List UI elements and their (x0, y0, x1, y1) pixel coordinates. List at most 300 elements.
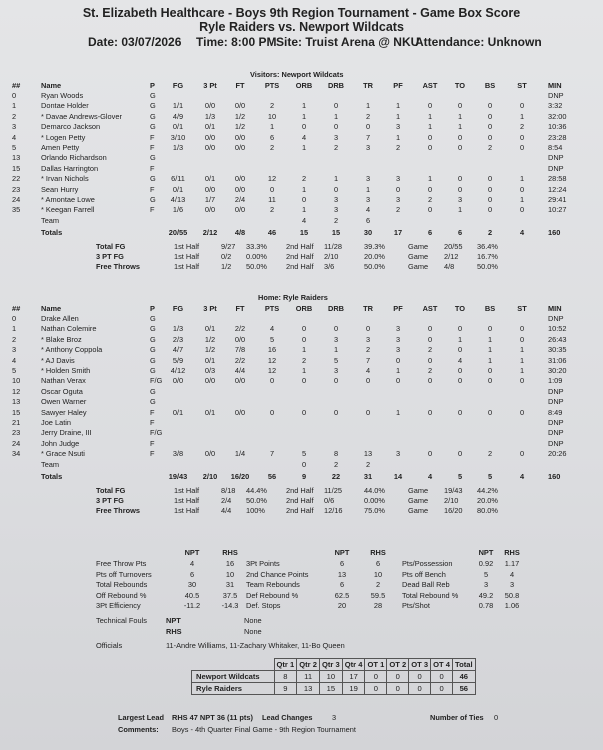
cell: 7 (269, 449, 275, 459)
player-row (0, 153, 603, 163)
quarter-score-cell: 13 (297, 683, 320, 695)
cell: 0 (487, 122, 493, 132)
team-stat-cell: 6 (375, 559, 381, 568)
team-stat-cell: Total Rebounds (96, 580, 148, 590)
summary-cell: 50.0% (246, 496, 267, 505)
cell: Jerry Draine, III (41, 428, 92, 438)
cell: 3 (395, 449, 401, 459)
cell: G (150, 345, 156, 355)
cell: 21 (12, 418, 21, 427)
cell: 1/1 (172, 101, 184, 111)
team-stats-head-cell: RHS (222, 548, 238, 557)
technical-fouls-rhs-label: RHS (166, 627, 182, 636)
cell: 16/20 (230, 472, 250, 481)
cell: Nathan Colemire (41, 324, 97, 334)
cell: 0 (395, 184, 401, 194)
cell: John Judge (41, 438, 80, 448)
cell: 4/12 (170, 366, 186, 375)
cell: 2 (487, 228, 493, 238)
cell: 0 (457, 132, 463, 142)
summary-cell: 1st Half (174, 262, 200, 272)
cell: FG (172, 304, 184, 313)
cell: 2 (427, 195, 433, 204)
summary-cell: 1st Half (174, 242, 200, 252)
attendance: Attendance: Unknown (415, 35, 542, 49)
cell: 0/0 (234, 205, 246, 215)
team-stat-cell: 30 (187, 580, 197, 590)
cell: Dontae Holder (41, 101, 89, 111)
quarter-header-cell: OT 4 (431, 659, 453, 671)
team-stat-cell: 10 (373, 569, 383, 579)
player-row (0, 387, 603, 397)
cell: 32:00 (548, 111, 567, 121)
cell: 0 (301, 334, 307, 344)
quarter-score-cell: 0 (409, 671, 431, 683)
cell: 0 (427, 334, 433, 344)
cell: 8:49 (548, 407, 563, 417)
summary-cell: Game (408, 506, 429, 515)
cell: 0 (519, 184, 525, 194)
cell: DNP (548, 428, 564, 438)
cell: * Logen Petty (41, 132, 86, 142)
cell: DNP (548, 153, 564, 163)
quarter-score-cell: 10 (319, 671, 342, 683)
cell: AST (422, 304, 438, 313)
cell: 1 (519, 174, 525, 184)
cell: 1/2 (204, 345, 216, 355)
summary-cell: 50.0% (477, 262, 498, 272)
technical-fouls-npt-value: None (244, 616, 262, 625)
shooting-summary-row (0, 242, 603, 252)
cell: Totals (41, 228, 63, 238)
cell: 11 (268, 195, 276, 204)
cell: 0 (333, 101, 339, 111)
cell: 0 (519, 143, 525, 152)
team-stat-cell: 37.5 (222, 590, 238, 600)
cell: 1 (427, 174, 433, 184)
cell: G (150, 314, 156, 323)
player-row (0, 345, 603, 355)
cell: 3 (12, 345, 17, 355)
cell: 12 (267, 366, 277, 375)
cell: ## (12, 304, 21, 313)
cell: 0 (487, 184, 493, 194)
cell: 2/12 (202, 228, 218, 238)
cell: 0 (301, 376, 307, 386)
cell: 1 (365, 101, 371, 111)
player-row (0, 366, 603, 376)
team-stat-cell: 28 (373, 601, 383, 611)
cell: 0 (427, 143, 433, 152)
cell: 29:41 (548, 195, 567, 204)
cell: 2 (269, 143, 275, 152)
cell: 30:20 (548, 366, 567, 375)
cell: 0/0 (234, 334, 246, 344)
cell: 15 (12, 163, 21, 173)
shooting-summary-row (0, 262, 603, 272)
quarter-score-cell: 0 (431, 683, 453, 695)
cell: 26:43 (548, 334, 567, 344)
summary-cell: 12/16 (324, 506, 343, 515)
cell: 0/0 (234, 174, 246, 184)
totals-row (0, 228, 603, 238)
cell: 6 (365, 215, 371, 225)
summary-cell: 3 PT FG (96, 252, 124, 262)
summary-cell: 9/27 (221, 242, 236, 252)
cell: Name (41, 304, 62, 313)
cell: 0 (519, 205, 525, 215)
summary-cell: 8/18 (221, 486, 236, 495)
technical-fouls-npt-label: NPT (166, 616, 181, 625)
cell: * Amontae Lowe (41, 195, 95, 204)
cell: 1 (12, 101, 17, 111)
shooting-summary-row (0, 252, 603, 262)
player-row (0, 439, 603, 449)
summary-cell: 16.7% (477, 252, 498, 262)
cell: 3 Pt (203, 81, 217, 90)
cell: 0/1 (204, 174, 216, 184)
cell: F (150, 407, 155, 417)
cell: FT (235, 81, 245, 90)
team-stat-row (0, 580, 603, 590)
cell: Totals (41, 472, 63, 481)
shooting-summary-row (0, 496, 603, 506)
cell: Owen Warner (41, 397, 87, 407)
player-row (0, 174, 603, 184)
cell: 6/11 (171, 174, 185, 184)
cell: 0 (457, 449, 463, 459)
cell: 13 (12, 397, 21, 407)
cell: 3 (395, 334, 401, 344)
team-stat-cell: Total Rebound % (402, 590, 459, 600)
quarter-score-cell: 0 (387, 683, 409, 695)
team-stat-cell: 13 (337, 569, 347, 579)
cell: 3 (395, 324, 401, 334)
cell: 1 (457, 122, 463, 132)
cell: 9 (301, 472, 307, 481)
player-row (0, 314, 603, 324)
cell: DNP (548, 163, 564, 173)
cell: 3 (333, 195, 339, 204)
cell: 0 (487, 407, 493, 417)
cell: G (150, 397, 156, 407)
cell: 3 (365, 174, 371, 184)
summary-cell: 0/2 (221, 252, 232, 262)
cell: * Davae Andrews-Glover (41, 111, 122, 121)
cell: 4/4 (234, 366, 246, 375)
cell: 3 (333, 205, 339, 215)
cell: 0 (487, 205, 493, 215)
cell: 34 (12, 449, 21, 459)
cell: 1 (333, 111, 339, 121)
team-stat-cell: 1.17 (504, 559, 520, 568)
cell: 6 (427, 228, 433, 238)
cell: 1/7 (204, 195, 216, 204)
cell: 0/0 (234, 376, 246, 386)
summary-cell: 2nd Half (286, 496, 314, 505)
cell: Nathan Verax (41, 376, 86, 386)
team-stat-cell: 59.5 (370, 590, 386, 600)
cell: 0/3 (204, 366, 216, 375)
cell: 1:09 (548, 376, 563, 386)
cell: 1/4 (234, 449, 246, 459)
cell: 1 (519, 366, 525, 375)
cell: DNP (548, 397, 564, 407)
cell: 30:35 (548, 345, 567, 355)
player-row (0, 408, 603, 418)
cell: 2 (395, 143, 401, 152)
lead-changes-label: Lead Changes (262, 713, 313, 722)
cell: Name (41, 81, 62, 90)
cell: 1 (12, 324, 17, 334)
team-stat-cell: 3 (509, 580, 515, 590)
cell: 3 (365, 195, 371, 204)
team-stat-cell: 16 (225, 559, 235, 568)
cell: G (150, 91, 156, 100)
cell: 1 (395, 101, 401, 111)
cell: 1 (301, 345, 307, 355)
quarter-score-cell: 8 (274, 671, 297, 683)
cell: 3 (333, 132, 339, 142)
cell: 1 (395, 132, 401, 142)
cell: P (150, 81, 155, 90)
game-time: Time: 8:00 PM (196, 35, 277, 49)
team-stat-cell: 40.5 (184, 590, 200, 600)
cell: 0 (487, 174, 493, 184)
cell: 3 (395, 195, 401, 204)
cell: F (150, 143, 155, 152)
cell: 8:54 (548, 143, 563, 152)
cell: 4/9 (172, 111, 184, 121)
game-date: Date: 03/07/2026 (88, 35, 182, 49)
quarter-header-cell: Total (453, 659, 476, 671)
cell: * Keegan Farrell (41, 205, 95, 215)
cell: 5 (457, 472, 463, 481)
cell: 0 (301, 407, 307, 417)
cell: 0 (301, 195, 307, 204)
cell: 10 (267, 111, 277, 121)
player-row (0, 216, 603, 226)
cell: 0 (301, 122, 307, 132)
report-title: St. Elizabeth Healthcare - Boys 9th Region Tournament - Game Box Score (82, 6, 521, 20)
team-stat-cell: 10 (225, 569, 235, 579)
cell: 1 (301, 143, 307, 152)
cell: 4 (12, 132, 17, 142)
cell: Demarco Jackson (41, 122, 101, 132)
cell: 0 (427, 449, 433, 459)
cell: 0 (519, 407, 525, 417)
cell: TR (363, 81, 373, 90)
team-stat-cell: 2nd Chance Points (246, 569, 309, 579)
cell: 0 (487, 324, 493, 334)
cell: 0 (395, 355, 401, 365)
cell: ## (12, 81, 21, 90)
cell: 160 (548, 228, 561, 238)
cell: 1 (301, 205, 307, 215)
cell: 0 (365, 407, 371, 417)
cell: 5 (12, 143, 17, 152)
cell: G (150, 122, 156, 132)
cell: 0/1 (204, 407, 216, 417)
cell: 17 (393, 228, 403, 238)
cell: 1 (519, 355, 525, 365)
cell: 7/8 (234, 345, 246, 355)
cell: ST (517, 81, 527, 90)
team-stat-row (0, 559, 603, 569)
quarter-header-cell: Qtr 2 (297, 659, 320, 671)
cell: 4 (12, 355, 17, 365)
cell: 5 (12, 366, 17, 375)
summary-cell: 1st Half (174, 506, 200, 515)
team-stat-cell: 6 (339, 559, 345, 568)
team-stat-cell: 62.5 (334, 590, 350, 600)
team-stat-cell: 3 (483, 580, 489, 590)
cell: 0/0 (234, 184, 246, 194)
quarter-header-cell: Qtr 4 (342, 659, 365, 671)
cell: 2/3 (172, 334, 184, 344)
cell: 1/3 (204, 111, 216, 121)
team-stat-cell: -11.2 (183, 601, 201, 611)
cell: P (150, 304, 155, 313)
cell: 0 (427, 205, 433, 215)
cell: 0/1 (204, 355, 216, 365)
cell: 0/1 (172, 122, 184, 132)
cell: 0 (487, 132, 493, 142)
cell: 2 (427, 366, 433, 375)
cell: 14 (393, 472, 403, 481)
cell: 0 (427, 324, 433, 334)
summary-cell: 20/55 (444, 242, 463, 252)
player-row (0, 324, 603, 334)
cell: 0 (333, 122, 339, 132)
cell: 1 (301, 366, 307, 375)
cell: 46 (267, 228, 277, 238)
quarter-score-cell: 0 (387, 671, 409, 683)
home-title: Home: Ryle Raiders (258, 293, 328, 302)
cell: 2 (365, 345, 371, 355)
cell: 1 (395, 111, 401, 121)
cell: * AJ Davis (41, 355, 75, 365)
cell: 0 (519, 334, 525, 344)
cell: PTS (264, 304, 280, 313)
summary-cell: 11/25 (324, 486, 342, 495)
technical-fouls-label: Technical Fouls (96, 616, 147, 625)
cell: 0/0 (234, 407, 246, 417)
quarter-score-cell: 0 (409, 683, 431, 695)
cell: 2/2 (234, 355, 246, 365)
cell: 3 (333, 366, 339, 375)
quarter-score-cell: 9 (274, 683, 297, 695)
cell: 0 (427, 355, 433, 365)
team-stats-head-cell: NPT (478, 548, 494, 557)
quarter-row (192, 683, 476, 695)
cell: G (150, 324, 156, 334)
summary-cell: 3 PT FG (96, 496, 124, 505)
cell: F (150, 205, 155, 215)
player-row (0, 449, 603, 459)
shooting-summary-row (0, 486, 603, 496)
summary-cell: 1st Half (174, 496, 200, 505)
largest-lead-value: RHS 47 NPT 36 (11 pts) (172, 713, 253, 722)
cell: 1 (457, 334, 463, 344)
team-stat-cell: Pts/Possession (402, 559, 453, 568)
cell: 1 (395, 366, 401, 375)
cell: 1 (395, 407, 401, 417)
cell: MIN (548, 304, 562, 313)
team-stat-cell: Free Throw Pts (96, 559, 147, 568)
cell: 3:32 (548, 101, 563, 111)
cell: G (150, 386, 156, 396)
quarter-team-name: Ryle Raiders (192, 683, 275, 695)
cell: 1 (427, 111, 433, 121)
cell: 0/0 (204, 143, 216, 152)
cell: 7 (365, 355, 371, 365)
cell: 10 (12, 376, 21, 386)
summary-cell: 75.0% (364, 506, 385, 515)
cell: 2 (365, 111, 371, 121)
cell: 0 (333, 376, 339, 386)
cell: Joe Latin (41, 418, 71, 427)
cell: 1/2 (234, 122, 246, 132)
cell: 0 (301, 324, 307, 334)
cell: 1 (519, 111, 525, 121)
cell: 0/0 (204, 205, 216, 215)
cell: 20:26 (548, 449, 567, 459)
cell: 0 (519, 449, 525, 459)
cell: 30 (363, 228, 373, 238)
cell: 2 (12, 111, 17, 121)
cell: 0 (427, 184, 433, 194)
cell: 23 (12, 428, 21, 438)
cell: PTS (264, 81, 280, 90)
team-stat-cell: 49.2 (478, 590, 494, 600)
cell: 0 (519, 376, 525, 386)
matchup-title: Ryle Raiders vs. Newport Wildcats (199, 20, 404, 34)
cell: * Irvan Nichols (41, 174, 89, 184)
summary-cell: 4/8 (444, 262, 455, 272)
summary-cell: 2nd Half (286, 242, 314, 252)
cell: 2 (269, 205, 275, 215)
ties-value: 0 (494, 713, 499, 722)
cell: 3/10 (170, 132, 186, 142)
cell: 15 (12, 407, 21, 417)
cell: 6 (457, 228, 463, 238)
cell: 0 (301, 459, 307, 469)
cell: 0 (457, 143, 463, 152)
cell: 1 (301, 111, 307, 121)
cell: 3 (365, 143, 371, 152)
cell: 56 (267, 472, 277, 481)
quarter-score-cell: 17 (342, 671, 365, 683)
cell: 0 (427, 101, 433, 111)
team-stat-cell: Pts/Shot (402, 601, 430, 611)
cell: 5 (487, 472, 493, 481)
cell: 10:52 (548, 324, 567, 334)
cell: 2 (519, 122, 525, 132)
cell: 15 (331, 228, 341, 238)
cell: Dallas Harrington (41, 163, 99, 173)
cell: 1/3 (172, 324, 184, 334)
team-stats-head-cell: RHS (504, 548, 520, 557)
summary-cell: 1st Half (174, 486, 200, 495)
summary-cell: 0.00% (364, 496, 385, 505)
cell: 2 (333, 459, 339, 469)
cell: 0 (487, 101, 493, 111)
cell: 0/1 (172, 184, 184, 194)
summary-cell: Total FG (96, 486, 126, 495)
cell: 2 (301, 355, 307, 365)
cell: 12 (267, 174, 277, 184)
